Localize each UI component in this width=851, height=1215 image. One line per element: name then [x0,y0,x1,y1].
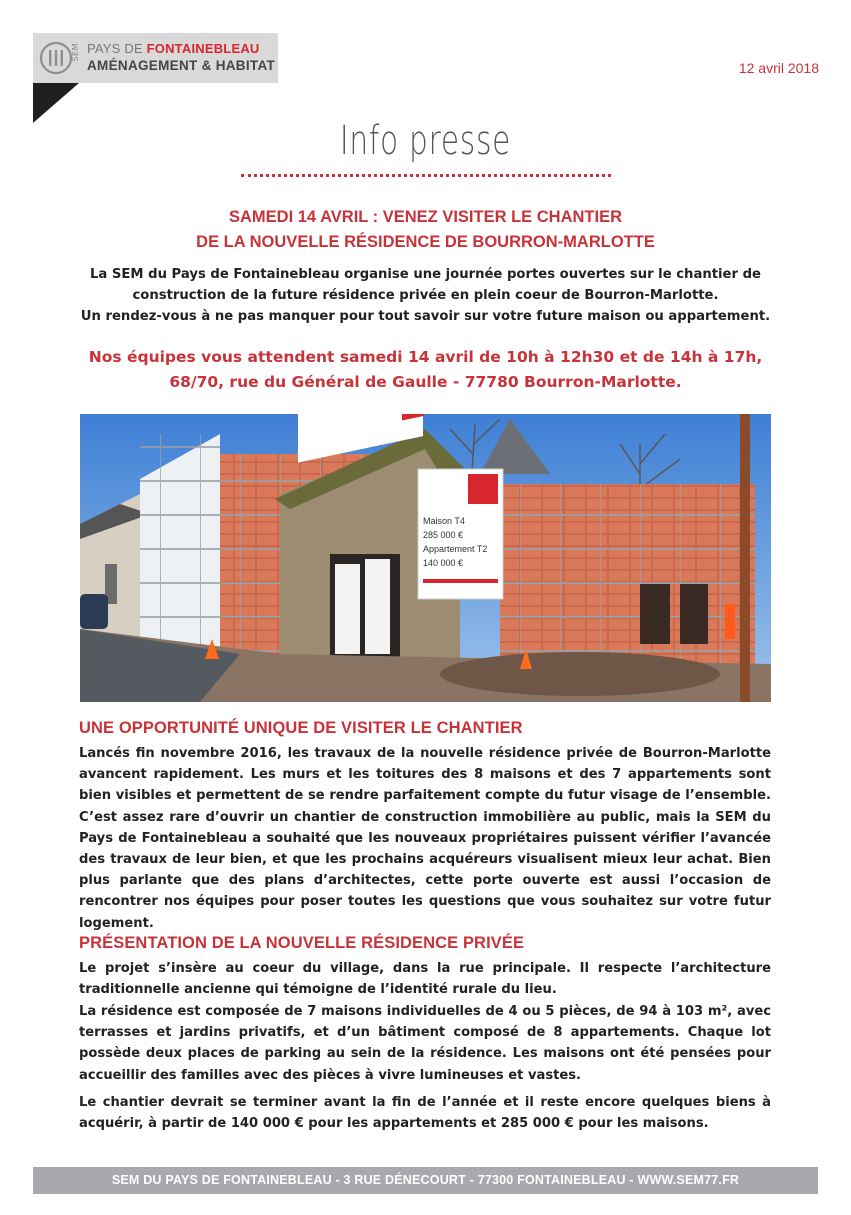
sign-text-4: 140 000 € [423,558,464,568]
logo-line1: PAYS DE FONTAINEBLEAU [87,41,260,56]
headline [0,205,851,255]
intro-line1: La SEM du Pays de Fontainebleau organise une journée portes ouvertes sur le chantier de [90,267,761,282]
sign-text-2: 285 000 € [423,530,464,540]
logo-line2: AMÉNAGEMENT & HABITAT [87,58,276,73]
section1-title: UNE OPPORTUNITÉ UNIQUE DE VISITER LE CHANTIER [79,719,523,737]
sign-text-1: Maison T4 [423,516,465,526]
intro [40,264,811,327]
headline-line1: SAMEDI 14 AVRIL : VENEZ VISITER LE CHANTIER [229,208,622,226]
sign-text-3: Appartement T2 [423,544,488,554]
logo-emblem-icon [39,41,73,75]
dotted-divider [241,174,611,177]
date: 12 avril 2018 [738,60,819,76]
construction-site-photo [80,414,771,702]
section2-paragraph1: Le projet s’insère au coeur du village, dans la rue principale. Il respecte l’architecture traditionnelle ancienne qui témoigne de l’identité rurale du lieu. [79,961,771,998]
logo [33,33,278,83]
section1-body: Lancés fin novembre 2016, les travaux de la nouvelle résidence privée de Bourron-Marlotte avancent rapidement. Les murs et les toitures des 8 maisons et des 7 appartements sont bien visibles et permettent de se rendre parfaitement compte du futur visage de l’ensemble. C’est assez rare d’ouvrir un chantier de construction immobilière au public, mais la SEM du Pays de Fontainebleau a souhaité que les nouveaux propriétaires puissent vérifier l’avancée des travaux de leur bien, et que les prochains acquéreurs visualisent mieux leur achat. Bien plus parlante que des plans d’architectes, cette porte ouverte est aussi l’occasion de rencontrer nos équipes pour poser toutes les questions que vous souhaitez sur votre futur logement. [79,746,771,931]
event-info-line2: 68/70, rue du Général de Gaulle - 77780 Bourron-Marlotte. [169,373,682,391]
footer: SEM DU PAYS DE FONTAINEBLEAU - 3 RUE DÉNECOURT - 77300 FONTAINEBLEAU - WWW.SEM77.FR [33,1167,818,1194]
logo-corner-triangle [33,83,79,123]
intro-line2: construction de la future résidence privée en plein coeur de Bourron-Marlotte. [132,288,719,303]
section2-paragraph2: La résidence est composée de 7 maisons individuelles de 4 ou 5 pièces, de 94 à 103 m², avec terrasses et jardins privatifs, et d’un bâtiment composé de 8 appartements. Chaque lot possède deux places de parking au sein de la résidence. Les maisons ont été pensées pour accueillir des familles avec des pièces à vivre lumineuses et vastes. [79,1004,771,1083]
section2-paragraph3: Le chantier devrait se terminer avant la fin de l’année et il reste encore quelques biens à acquérir, à partir de 140 000 € pour les appartements et 285 000 € pour les maisons. [79,1095,771,1132]
section2-title: PRÉSENTATION DE LA NOUVELLE RÉSIDENCE PRIVÉE [79,934,525,952]
page-title: Info presse [339,118,512,164]
logo-sem: SEM [71,43,80,62]
event-info [40,345,811,395]
headline-line2: DE LA NOUVELLE RÉSIDENCE DE BOURRON-MARLOTTE [196,233,655,251]
event-info-line1: Nos équipes vous attendent samedi 14 avril de 10h à 12h30 et de 14h à 17h, [88,348,763,366]
intro-line3: Un rendez-vous à ne pas manquer pour tout savoir sur votre future maison ou appartement. [80,309,771,324]
